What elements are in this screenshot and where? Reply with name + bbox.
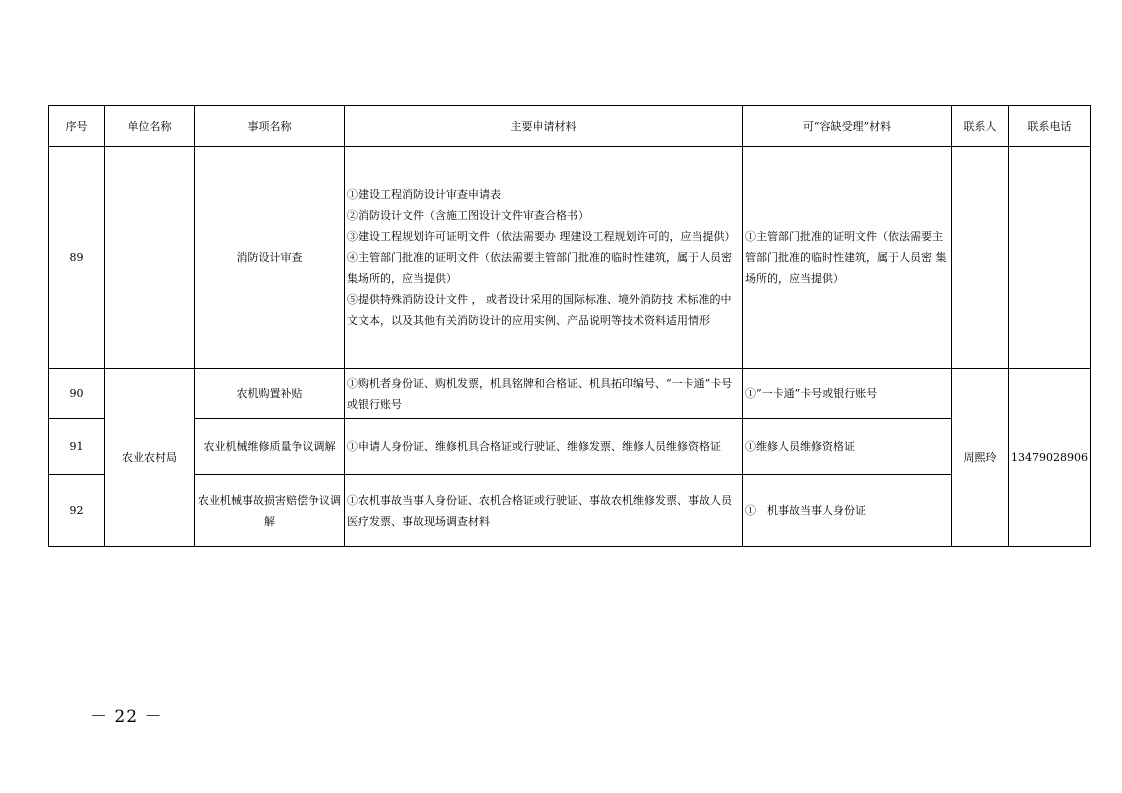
matters-table — [48, 105, 1091, 547]
row-materials: ①农机事故当事人身份证、农机合格证或行驶证、事故农机维修发票、事故人员医疗发票、事故现场调查材料 — [345, 475, 743, 547]
page-number: － 22 － — [90, 707, 163, 727]
row-item: 消防设计审查 — [195, 147, 345, 369]
material-line: ①建设工程消防设计审查申请表 — [347, 188, 501, 201]
row-deficiency: ①”一卡通”卡号或银行账号 — [743, 369, 952, 419]
header-materials: 主要申请材料 — [345, 106, 743, 147]
row-deficiency: ①主管部门批准的证明文件（依法需要主 管部门批准的临时性建筑，属于人员密 集场所的，应当提供） — [743, 147, 952, 369]
material-line: ⑤提供特殊消防设计文件 ， 或者设计采用的国际标准、境外消防技 术标准的中文文本，以及其他有关消防设计的应用实例、产品说明等技术资料适用情形 — [347, 293, 732, 327]
row-seq: 91 — [49, 419, 105, 475]
group-contact: 周熙玲 — [952, 369, 1009, 547]
material-line: ④主管部门批准的证明文件（依法需要主管部门批准的临时性建筑，属于人员密集场所的，应当提供） — [347, 251, 732, 285]
row-contact — [952, 147, 1009, 369]
row-phone — [1009, 147, 1091, 369]
table-row — [49, 369, 1091, 419]
row-item: 农业机械事故损害赔偿争议调解 — [195, 475, 345, 547]
row-materials: ①申请人身份证、维修机具合格证或行驶证、维修发票、维修人员维修资格证 — [345, 419, 743, 475]
row-materials — [345, 147, 743, 369]
header-deficiency: 可“容缺受理”材料 — [743, 106, 952, 147]
row-item: 农业机械维修质量争议调解 — [195, 419, 345, 475]
row-materials: ①购机者身份证、购机发票，机具铭牌和合格证、机具拓印编号、“一卡通”卡号或银行账号 — [345, 369, 743, 419]
table-row — [49, 419, 1091, 475]
header-unit: 单位名称 — [105, 106, 195, 147]
header-item: 事项名称 — [195, 106, 345, 147]
header-phone: 联系电话 — [1009, 106, 1091, 147]
material-line: ③建设工程规划许可证明文件（依法需要办 理建设工程规划许可的，应当提供） — [347, 230, 736, 243]
group-phone: 13479028906 — [1009, 369, 1091, 547]
table-row — [49, 147, 1091, 369]
header-row — [49, 106, 1091, 147]
row-seq: 92 — [49, 475, 105, 547]
header-seq: 序号 — [49, 106, 105, 147]
row-item: 农机购置补贴 — [195, 369, 345, 419]
table-row — [49, 475, 1091, 547]
header-contact: 联系人 — [952, 106, 1009, 147]
row-deficiency: ①维修人员维修资格证 — [743, 419, 952, 475]
row-seq: 89 — [49, 147, 105, 369]
row-deficiency: ① 机事故当事人身份证 — [743, 475, 952, 547]
row-unit — [105, 147, 195, 369]
material-line: ②消防设计文件（含施工图设计文件审查合格书） — [347, 209, 589, 222]
row-seq: 90 — [49, 369, 105, 419]
group-unit: 农业农村局 — [105, 369, 195, 547]
